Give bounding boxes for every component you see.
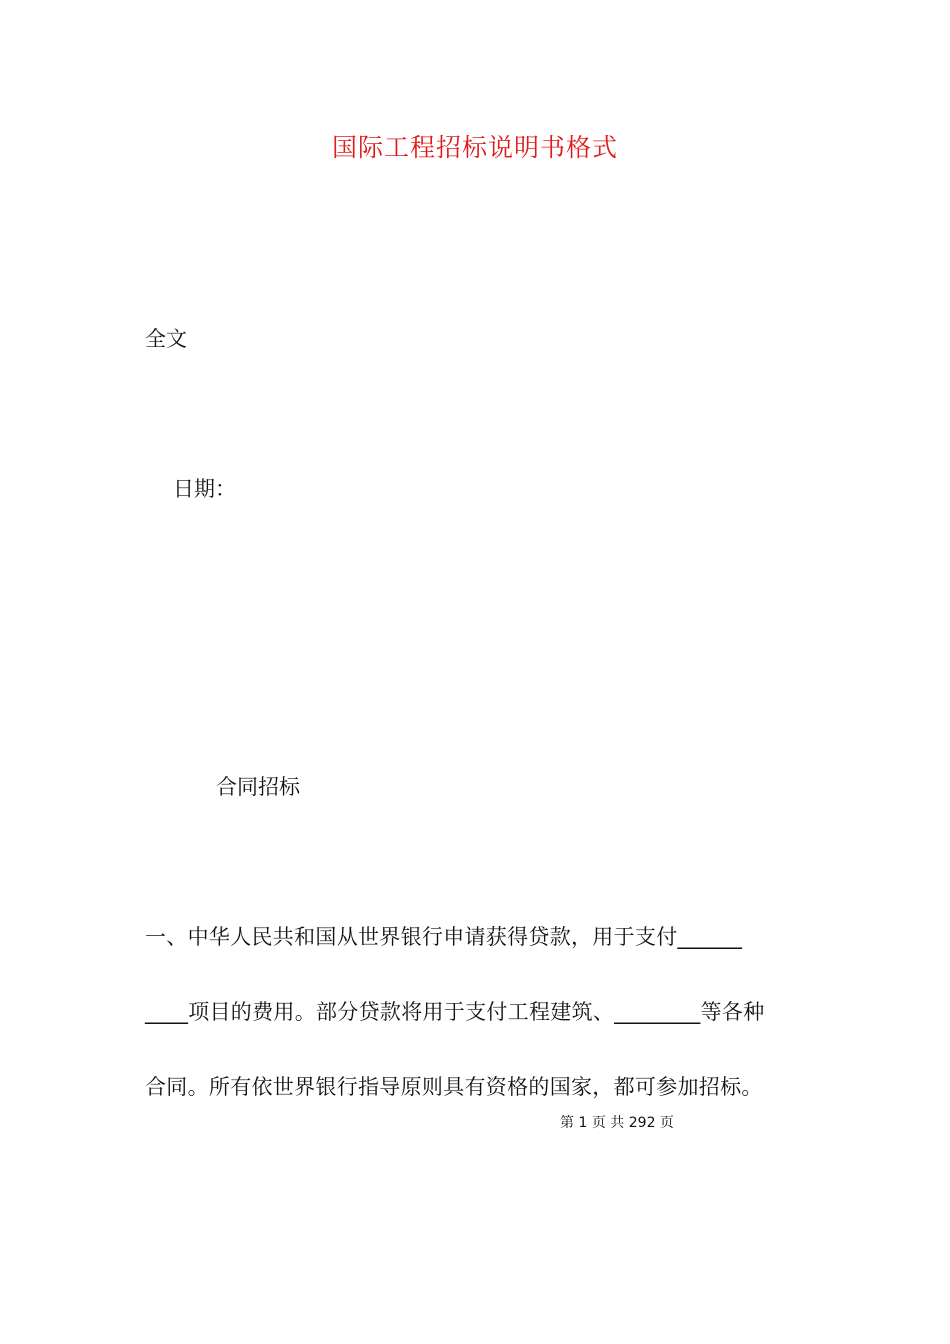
paragraph-line: ____项目的费用。部分贷款将用于支付工程建筑、________等各种 bbox=[145, 1000, 765, 1024]
section-label: 全文 bbox=[145, 327, 187, 351]
paragraph-line: 合同。所有依世界银行指导原则具有资格的国家，都可参加招标。 bbox=[145, 1075, 763, 1099]
document-title: 国际工程招标说明书格式 bbox=[331, 133, 618, 162]
page-footer: 第 1 页 共 292 页 bbox=[560, 1115, 674, 1131]
paragraph-line: 一、中华人民共和国从世界银行申请获得贷款，用于支付______ bbox=[145, 925, 743, 949]
date-label: 日期： bbox=[173, 477, 236, 501]
section-heading: 合同招标 bbox=[216, 775, 300, 799]
